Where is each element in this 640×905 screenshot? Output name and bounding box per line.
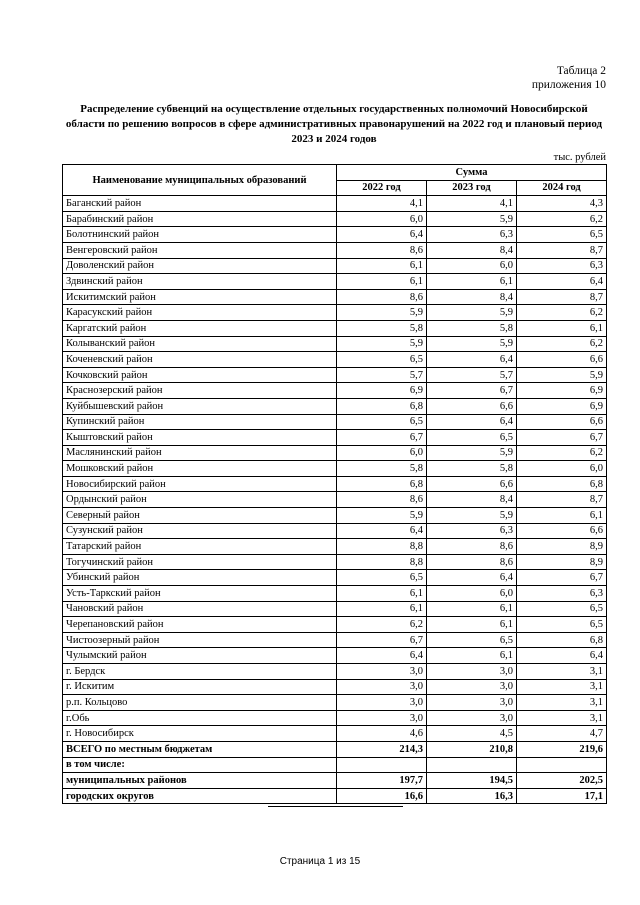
table-row	[63, 305, 607, 321]
value-2022: 6,1	[337, 586, 427, 602]
municipality-name: Коченевский район	[63, 352, 337, 368]
value-2022: 6,1	[337, 601, 427, 617]
value-2024: 8,7	[517, 289, 607, 305]
table-row	[63, 414, 607, 430]
table-row	[63, 648, 607, 664]
empty-cell	[517, 757, 607, 773]
table-row	[63, 632, 607, 648]
table-row	[63, 601, 607, 617]
value-2024: 17,1	[517, 788, 607, 804]
value-2024: 6,9	[517, 398, 607, 414]
value-2022: 6,1	[337, 258, 427, 274]
municipality-name: Новосибирский район	[63, 476, 337, 492]
value-2024: 202,5	[517, 773, 607, 789]
table-row	[63, 320, 607, 336]
table-row	[63, 492, 607, 508]
value-2024: 6,6	[517, 414, 607, 430]
value-2024: 8,9	[517, 554, 607, 570]
municipality-name: Каргатский район	[63, 320, 337, 336]
municipality-name: Северный район	[63, 508, 337, 524]
municipality-name: Краснозерский район	[63, 383, 337, 399]
value-2024: 6,0	[517, 461, 607, 477]
units-label: тыс. рублей	[553, 152, 606, 163]
value-2023: 5,9	[427, 445, 517, 461]
table-row	[63, 445, 607, 461]
total-row	[63, 741, 607, 757]
value-2023: 5,8	[427, 461, 517, 477]
table-row	[63, 383, 607, 399]
header-municipality: Наименование муниципальных образований	[63, 165, 337, 196]
value-2022: 6,9	[337, 383, 427, 399]
municipality-name: Чистоозерный район	[63, 632, 337, 648]
document-title: Распределение субвенций на осуществление отдельных государственных полномочий Новосибирской области по решению вопросов в сфере административных правонарушений на 2022 год и плановый период 2023 и 2024 годов	[65, 103, 603, 145]
municipality-name: в том числе:	[63, 757, 337, 773]
empty-cell	[427, 757, 517, 773]
value-2024: 6,3	[517, 258, 607, 274]
municipality-name: г. Новосибирск	[63, 726, 337, 742]
value-2022: 8,6	[337, 289, 427, 305]
table-row	[63, 196, 607, 212]
value-2024: 8,7	[517, 492, 607, 508]
value-2024: 6,7	[517, 570, 607, 586]
value-2023: 3,0	[427, 710, 517, 726]
caption-table-number: Таблица 2	[556, 65, 606, 77]
subtotal-row	[63, 773, 607, 789]
table-row	[63, 242, 607, 258]
value-2024: 6,2	[517, 211, 607, 227]
value-2024: 6,2	[517, 305, 607, 321]
municipality-name: Доволенский район	[63, 258, 337, 274]
value-2024: 6,6	[517, 523, 607, 539]
value-2023: 8,4	[427, 492, 517, 508]
value-2022: 197,7	[337, 773, 427, 789]
municipality-name: Кочковский район	[63, 367, 337, 383]
value-2022: 8,8	[337, 539, 427, 555]
value-2024: 6,2	[517, 445, 607, 461]
table-row	[63, 710, 607, 726]
table-row	[63, 726, 607, 742]
value-2022: 6,1	[337, 274, 427, 290]
value-2023: 6,6	[427, 476, 517, 492]
value-2024: 3,1	[517, 664, 607, 680]
value-2023: 6,0	[427, 258, 517, 274]
value-2023: 6,1	[427, 617, 517, 633]
table-row	[63, 211, 607, 227]
table-row	[63, 586, 607, 602]
municipality-name: городских округов	[63, 788, 337, 804]
value-2024: 4,3	[517, 196, 607, 212]
value-2022: 6,7	[337, 632, 427, 648]
table-row	[63, 679, 607, 695]
value-2023: 6,3	[427, 523, 517, 539]
value-2023: 6,1	[427, 648, 517, 664]
table-row	[63, 664, 607, 680]
value-2022: 6,5	[337, 570, 427, 586]
value-2022: 5,9	[337, 336, 427, 352]
value-2023: 6,3	[427, 227, 517, 243]
table-row	[63, 508, 607, 524]
value-2022: 5,7	[337, 367, 427, 383]
value-2024: 6,4	[517, 648, 607, 664]
municipality-name: Колыванский район	[63, 336, 337, 352]
value-2022: 3,0	[337, 695, 427, 711]
municipality-name: Ордынский район	[63, 492, 337, 508]
value-2023: 5,7	[427, 367, 517, 383]
value-2023: 6,0	[427, 586, 517, 602]
value-2023: 5,9	[427, 508, 517, 524]
table-row	[63, 336, 607, 352]
value-2023: 6,4	[427, 570, 517, 586]
municipality-name: муниципальных районов	[63, 773, 337, 789]
municipality-name: Купинский район	[63, 414, 337, 430]
table-row	[63, 352, 607, 368]
municipality-name: Чановский район	[63, 601, 337, 617]
municipality-name: ВСЕГО по местным бюджетам	[63, 741, 337, 757]
table-row	[63, 695, 607, 711]
value-2023: 194,5	[427, 773, 517, 789]
value-2024: 5,9	[517, 367, 607, 383]
value-2024: 6,1	[517, 508, 607, 524]
value-2024: 6,3	[517, 586, 607, 602]
value-2022: 6,5	[337, 414, 427, 430]
value-2022: 16,6	[337, 788, 427, 804]
value-2024: 6,8	[517, 476, 607, 492]
municipality-name: Татарский район	[63, 539, 337, 555]
value-2023: 4,5	[427, 726, 517, 742]
value-2022: 5,9	[337, 508, 427, 524]
value-2023: 8,6	[427, 539, 517, 555]
value-2024: 6,6	[517, 352, 607, 368]
value-2023: 5,9	[427, 305, 517, 321]
municipality-name: Здвинский район	[63, 274, 337, 290]
municipality-name: Мошковский район	[63, 461, 337, 477]
value-2024: 8,7	[517, 242, 607, 258]
header-year-2024: 2024 год	[517, 180, 607, 196]
value-2022: 6,4	[337, 523, 427, 539]
value-2023: 3,0	[427, 679, 517, 695]
municipality-name: г. Искитим	[63, 679, 337, 695]
value-2022: 6,4	[337, 648, 427, 664]
header-row	[63, 165, 607, 181]
table-row	[63, 476, 607, 492]
value-2024: 3,1	[517, 710, 607, 726]
value-2022: 4,1	[337, 196, 427, 212]
value-2023: 6,1	[427, 274, 517, 290]
table-row	[63, 617, 607, 633]
empty-cell	[337, 757, 427, 773]
value-2022: 6,7	[337, 430, 427, 446]
header-year-2022: 2022 год	[337, 180, 427, 196]
value-2022: 3,0	[337, 664, 427, 680]
value-2022: 214,3	[337, 741, 427, 757]
value-2022: 6,2	[337, 617, 427, 633]
table-row	[63, 430, 607, 446]
municipality-name: Черепановский район	[63, 617, 337, 633]
value-2022: 3,0	[337, 710, 427, 726]
table-row	[63, 523, 607, 539]
municipality-name: Усть-Таркский район	[63, 586, 337, 602]
subtotal-row	[63, 788, 607, 804]
value-2023: 210,8	[427, 741, 517, 757]
value-2022: 6,0	[337, 445, 427, 461]
municipality-name: г.Обь	[63, 710, 337, 726]
value-2022: 5,8	[337, 461, 427, 477]
value-2023: 16,3	[427, 788, 517, 804]
municipality-name: г. Бердск	[63, 664, 337, 680]
table-row	[63, 289, 607, 305]
header-sum: Сумма	[337, 165, 607, 181]
value-2024: 6,1	[517, 320, 607, 336]
municipality-name: Болотнинский район	[63, 227, 337, 243]
value-2023: 8,6	[427, 554, 517, 570]
value-2024: 219,6	[517, 741, 607, 757]
value-2023: 5,9	[427, 211, 517, 227]
value-2022: 8,6	[337, 492, 427, 508]
header-year-2023: 2023 год	[427, 180, 517, 196]
value-2023: 6,4	[427, 414, 517, 430]
caption-appendix: приложения 10	[531, 79, 606, 91]
page-number: Страница 1 из 15	[279, 856, 361, 867]
value-2024: 6,5	[517, 601, 607, 617]
value-2024: 6,5	[517, 227, 607, 243]
municipality-name: Венгеровский район	[63, 242, 337, 258]
municipality-name: Куйбышевский район	[63, 398, 337, 414]
value-2022: 4,6	[337, 726, 427, 742]
municipality-name: Сузунский район	[63, 523, 337, 539]
value-2023: 8,4	[427, 242, 517, 258]
value-2023: 5,8	[427, 320, 517, 336]
value-2023: 8,4	[427, 289, 517, 305]
table-row	[63, 554, 607, 570]
municipality-name: Убинский район	[63, 570, 337, 586]
value-2023: 3,0	[427, 664, 517, 680]
table-caption	[532, 64, 606, 92]
value-2023: 6,6	[427, 398, 517, 414]
value-2023: 6,7	[427, 383, 517, 399]
value-2023: 6,4	[427, 352, 517, 368]
table-row	[63, 398, 607, 414]
value-2022: 6,8	[337, 398, 427, 414]
municipality-name: Искитимский район	[63, 289, 337, 305]
municipality-name: р.п. Кольцово	[63, 695, 337, 711]
value-2022: 8,8	[337, 554, 427, 570]
subventions-table	[62, 164, 607, 804]
value-2024: 3,1	[517, 695, 607, 711]
value-2024: 6,5	[517, 617, 607, 633]
municipality-name: Кыштовский район	[63, 430, 337, 446]
value-2022: 6,0	[337, 211, 427, 227]
value-2023: 6,5	[427, 632, 517, 648]
value-2024: 6,8	[517, 632, 607, 648]
value-2022: 8,6	[337, 242, 427, 258]
municipality-name: Баганский район	[63, 196, 337, 212]
value-2024: 4,7	[517, 726, 607, 742]
value-2024: 3,1	[517, 679, 607, 695]
value-2022: 6,4	[337, 227, 427, 243]
table-row	[63, 367, 607, 383]
municipality-name: Чулымский район	[63, 648, 337, 664]
footer-divider	[268, 806, 403, 807]
table-row	[63, 461, 607, 477]
value-2022: 6,8	[337, 476, 427, 492]
value-2024: 6,9	[517, 383, 607, 399]
municipality-name: Карасукский район	[63, 305, 337, 321]
municipality-name: Тогучинский район	[63, 554, 337, 570]
value-2024: 6,4	[517, 274, 607, 290]
value-2023: 6,1	[427, 601, 517, 617]
table-row	[63, 258, 607, 274]
municipality-name: Маслянинский район	[63, 445, 337, 461]
municipality-name: Барабинский район	[63, 211, 337, 227]
value-2022: 3,0	[337, 679, 427, 695]
table-row	[63, 570, 607, 586]
value-2022: 5,8	[337, 320, 427, 336]
table-body	[63, 196, 607, 804]
value-2023: 3,0	[427, 695, 517, 711]
table-row	[63, 539, 607, 555]
value-2022: 5,9	[337, 305, 427, 321]
table-row	[63, 227, 607, 243]
value-2024: 6,2	[517, 336, 607, 352]
including-row	[63, 757, 607, 773]
value-2022: 6,5	[337, 352, 427, 368]
value-2023: 5,9	[427, 336, 517, 352]
value-2024: 8,9	[517, 539, 607, 555]
value-2023: 4,1	[427, 196, 517, 212]
table-row	[63, 274, 607, 290]
value-2024: 6,7	[517, 430, 607, 446]
value-2023: 6,5	[427, 430, 517, 446]
